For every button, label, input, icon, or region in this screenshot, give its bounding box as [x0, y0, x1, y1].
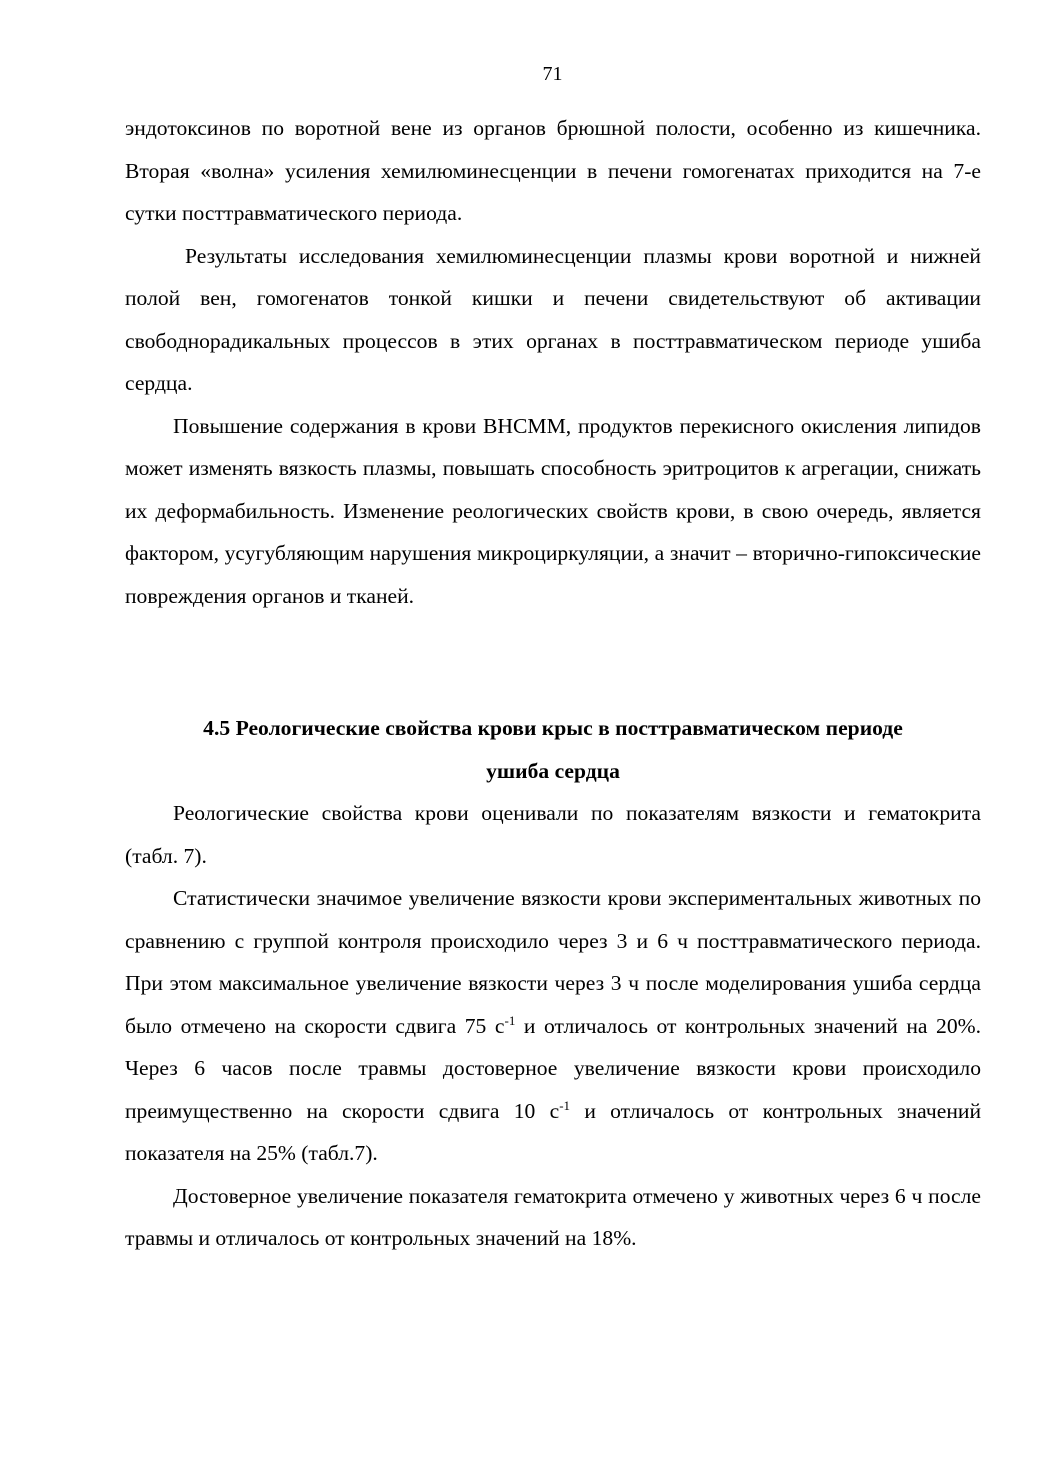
- page-number: 71: [542, 63, 563, 85]
- paragraph-rheology-method: Реологические свойства крови оценивали по показателям вязкости и гематокрита (табл. 7).: [125, 801, 981, 868]
- document-body: [125, 107, 981, 1260]
- section-heading-line-2: ушиба сердца: [486, 758, 620, 783]
- paragraph-endotoxins: эндотоксинов по воротной вене из органов брюшной полости, особенно из кишечника. Вторая «волна» усиления хемилюминесценции в печени гомогенатах приходится на 7-е сутки посттравматического периода.: [125, 116, 981, 225]
- viscosity-text-part-3: и отличалось от контрольных значений показателя на 25% (табл.7).: [125, 1098, 981, 1165]
- viscosity-text-part-1: Статистически значимое увеличение вязкости крови экспериментальных животных по сравнению с группой контроля происходило через 3 и 6 ч посттравматического периода. При этом максимальное увеличение вязкости через 3 ч после моделирования ушиба сердца было отмечено на скорости сдвига 75 с: [125, 886, 981, 1038]
- paragraph-hematocrit: Достоверное увеличение показателя гематокрита отмечено у животных через 6 ч после травмы и отличалось от контрольных значений на 18%.: [125, 1183, 981, 1250]
- superscript-unit-2: -1: [559, 1097, 571, 1113]
- viscosity-text-part-2: и отличалось от контрольных значений на 20%. Через 6 часов после травмы достоверное увеличение вязкости крови происходило преимущественно на скорости сдвига 10 с: [125, 1013, 982, 1123]
- superscript-unit-1: -1: [504, 1012, 516, 1028]
- section-heading-line-1: 4.5 Реологические свойства крови крыс в посттравматическом периоде: [203, 716, 903, 740]
- section-heading: [125, 707, 981, 792]
- paragraph-viscosity-increase: Повышение содержания в крови ВНСММ, продуктов перекисного окисления липидов может изменять вязкость плазмы, повышать способность эритроцитов к агрегации, снижать их деформабильность. Изменение реологических свойств крови, в свою очередь, является фактором, усугубляющим нарушения микроциркуляции, а значит – вторично-гипоксические повреждения органов и тканей.: [125, 413, 981, 608]
- paragraph-viscosity-results: [125, 877, 981, 1175]
- paragraph-chemiluminescence-results: Результаты исследования хемилюминесценции плазмы крови воротной и нижней полой вен, гомогенатов тонкой кишки и печени свидетельствуют об активации свободнорадикальных процессов в этих органах в посттравматическом периоде ушиба сердца.: [125, 243, 981, 395]
